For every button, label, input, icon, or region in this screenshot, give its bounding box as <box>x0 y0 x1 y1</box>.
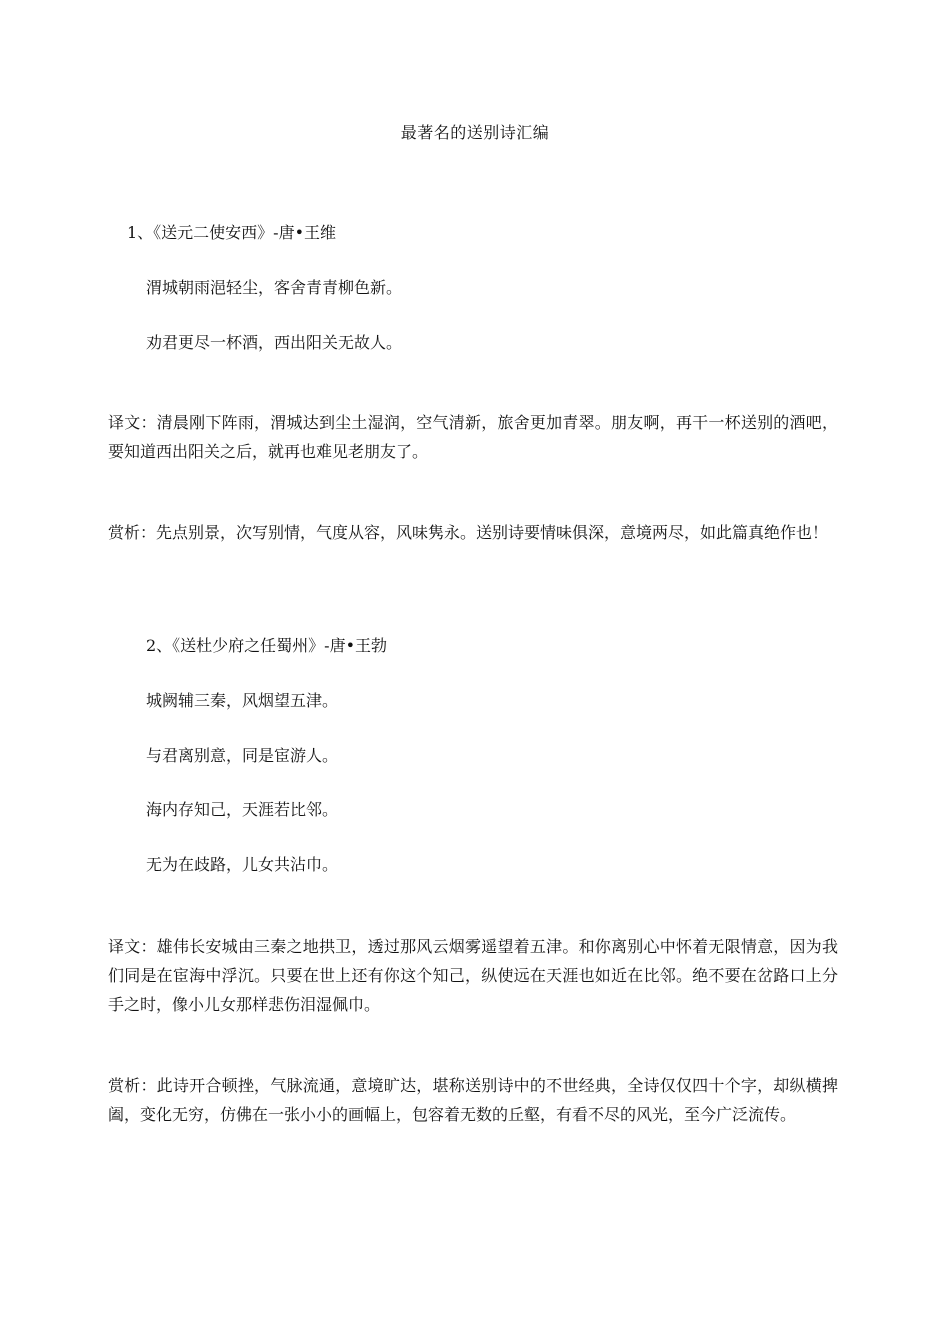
poem-1-line-1: 渭城朝雨浥轻尘，客舍青青柳色新。 <box>146 278 403 297</box>
page-title: 最著名的送别诗汇编 <box>400 123 550 142</box>
poem-2-line-4: 无为在歧路，儿女共沾巾。 <box>146 855 339 874</box>
poem-2-heading: 2、《送杜少府之任蜀州》-唐•王勃 <box>146 636 388 655</box>
poem-2-translation: 译文：雄伟长安城由三秦之地拱卫，透过那风云烟雾遥望着五津。和你离别心中怀着无限情意，因为我们同是在宦海中浮沉。只要在世上还有你这个知己，纵使远在天涯也如近在比邻。绝不要在岔路口上分手之时，像小儿女那样悲伤泪湿佩巾。 <box>108 937 838 1014</box>
poem-2-line-3: 海内存知己，天涯若比邻。 <box>146 800 339 819</box>
poem-1-line-2: 劝君更尽一杯酒，西出阳关无故人。 <box>146 333 403 352</box>
poem-2-line-1: 城阙辅三秦，风烟望五津。 <box>146 691 339 710</box>
poem-2-appreciation: 赏析：此诗开合顿挫，气脉流通，意境旷达，堪称送别诗中的不世经典，全诗仅仅四十个字，却纵横捭阖，变化无穷，仿佛在一张小小的画幅上，包容着无数的丘壑，有看不尽的风光，至今广泛流传。 <box>108 1076 838 1124</box>
poem-2-line-2: 与君离别意，同是宦游人。 <box>146 746 339 765</box>
poem-1-translation: 译文：清晨刚下阵雨，渭城达到尘土湿润，空气清新，旅舍更加青翠。朋友啊，再干一杯送别的酒吧，要知道西出阳关之后，就再也难见老朋友了。 <box>108 413 838 461</box>
poem-1-appreciation: 赏析：先点别景，次写别情，气度从容，风味隽永。送别诗要情味俱深，意境两尽，如此篇真绝作也！ <box>108 523 829 542</box>
poem-1-heading: 1、《送元二使安西》-唐•王维 <box>127 223 337 242</box>
